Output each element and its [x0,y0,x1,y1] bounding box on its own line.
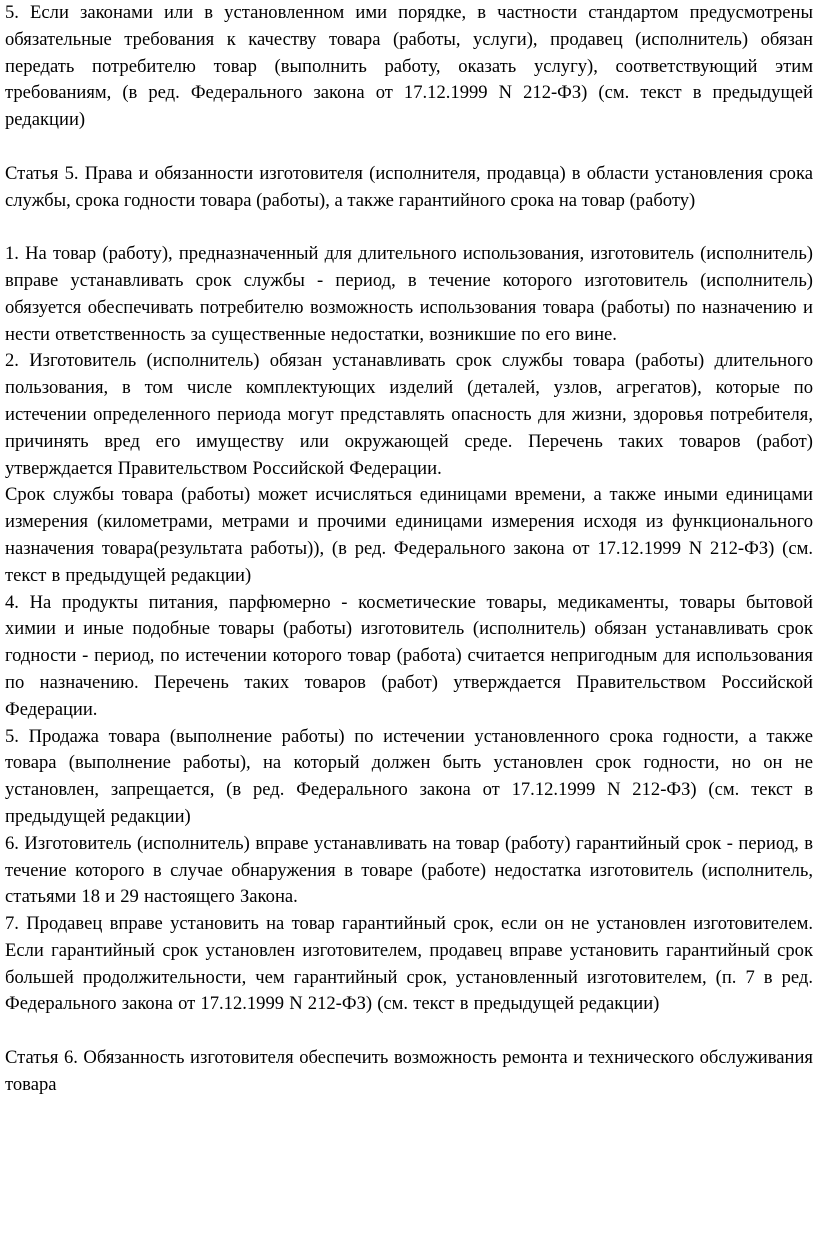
article-6-heading: Статья 6. Обязанность изготовителя обеспечить возможность ремонта и технического обслуживания товара [5,1047,813,1095]
blank-line [5,1018,813,1045]
blank-line [5,134,813,161]
article-5-item-6: 6. Изготовитель (исполнитель) вправе устанавливать на товар (работу) гарантийный срок - период, в течение которого в случае обнаружения в товаре (работе) недостатка изготовитель (исполнитель, статьями 18 и 29 настоящего Закона. [5,832,813,908]
paragraph-5: 5. Если законами или в установленном ими порядке, в частности стандартом предусмотрены обязательные требования к качеству товара (работы, услуги), продавец (исполнитель) обязан передать потребителю товар (выполнить работу, оказать услугу), соответствующий этим требованиям, (в ред. Федерального закона от 17.12.1999 N 212-ФЗ) (см. текст в предыдущей редакции) [5,2,813,131]
article-5-item-4: 4. На продукты питания, парфюмерно - косметические товары, медикаменты, товары бытовой химии и иные подобные товары (работы) изготовитель (исполнитель) обязан устанавливать срок годности - период, по истечении которого товар (работа) считается непригодным для использования по назначению. Перечень таких товаров (работ) утверждается Правительством Российской Федерации. [5,591,813,720]
article-5-item-5: 5. Продажа товара (выполнение работы) по истечении установленного срока годности, а также товара (выполнение работы), на который должен быть установлен срок годности, но он не установлен, запрещается, (в ред. Федерального закона от 17.12.1999 N 212-ФЗ) (см. текст в предыдущей редакции) [5,725,813,827]
article-5-heading: Статья 5. Права и обязанности изготовителя (исполнителя, продавца) в области установления срока службы, срока годности товара (работы), а также гарантийного срока на товар (работу) [5,162,813,211]
article-5-item-3: Срок службы товара (работы) может исчисляться единицами времени, а также иными единицами измерения (километрами, метрами и прочими единицами измерения исходя из функционального назначения товара(результата работы)), (в ред. Федерального закона от 17.12.1999 N 212-ФЗ) (см. текст в предыдущей редакции) [5,484,813,586]
article-5-item-2: 2. Изготовитель (исполнитель) обязан устанавливать срок службы товара (работы) длительного пользования, в том числе комплектующих изделий (деталей, узлов, агрегатов), которые по истечении определенного периода могут представлять опасность для жизни, здоровья потребителя, причинять вред его имуществу или окружающей среде. Перечень таких товаров (работ) утверждается Правительством Российской Федерации. [5,350,813,479]
article-5-item-7: 7. Продавец вправе установить на товар гарантийный срок, если он не установлен изготовителем. Если гарантийный срок установлен изготовителем, продавец вправе установить гарантийный срок большей продолжительности, чем гарантийный срок, установленный изготовителем, (п. 7 в ред. Федерального закона от 17.12.1999 N 212-ФЗ) (см. текст в предыдущей редакции) [5,913,813,1015]
blank-line [5,214,813,241]
document-page [5,0,813,1099]
article-5-item-1: 1. На товар (работу), предназначенный для длительного использования, изготовитель (исполнитель) вправе устанавливать срок службы - период, в течение которого изготовитель (исполнитель) обязуется обеспечивать потребителю возможность использования товара (работы) по назначению и нести ответственность за существенные недостатки, возникшие по его вине. [5,243,813,345]
